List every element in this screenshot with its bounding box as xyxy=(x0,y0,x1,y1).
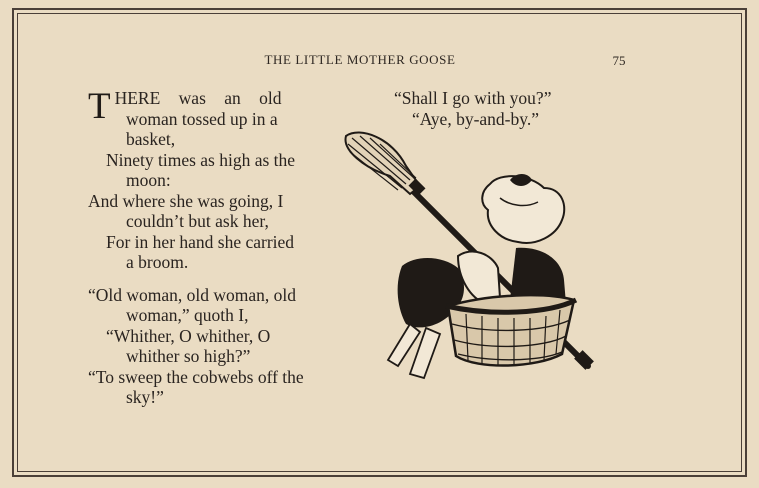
reply-line: “Aye, by-and-by.” xyxy=(412,108,539,129)
poem-line: “Whither, O whither, O xyxy=(106,325,271,346)
poem-line: basket, xyxy=(126,129,176,149)
poem-line: whither so high?” xyxy=(126,346,251,366)
poem-line: woman tossed up in a xyxy=(126,108,278,129)
reply-line: “Shall I go with you?” xyxy=(394,88,552,108)
old-woman-in-basket-illustration xyxy=(340,128,630,386)
stanza-gap xyxy=(88,273,338,285)
poem-line: couldn’t but ask her, xyxy=(126,211,269,231)
drop-cap: T xyxy=(88,86,111,127)
poem-line: “To sweep the cobwebs off the xyxy=(88,366,304,387)
poem-line: moon: xyxy=(126,170,171,190)
reply-text xyxy=(394,88,634,129)
basket-illustration xyxy=(446,295,576,366)
poem-line: sky!” xyxy=(126,387,164,407)
poem-line: “Old woman, old woman, old xyxy=(88,284,297,305)
poem-line: For in her hand she carried xyxy=(106,231,295,252)
poem-line: Ninety times as high as the xyxy=(106,149,296,170)
poem-text xyxy=(88,88,338,408)
poem-line-text: HERE was an old xyxy=(114,88,282,108)
poem-line: And where she was going, I xyxy=(88,190,284,211)
running-head: THE LITTLE MOTHER GOOSE xyxy=(264,52,456,67)
poem-line: woman,” quoth I, xyxy=(126,305,249,325)
poem-line: a broom. xyxy=(126,252,189,272)
page-number: 75 xyxy=(612,53,626,68)
